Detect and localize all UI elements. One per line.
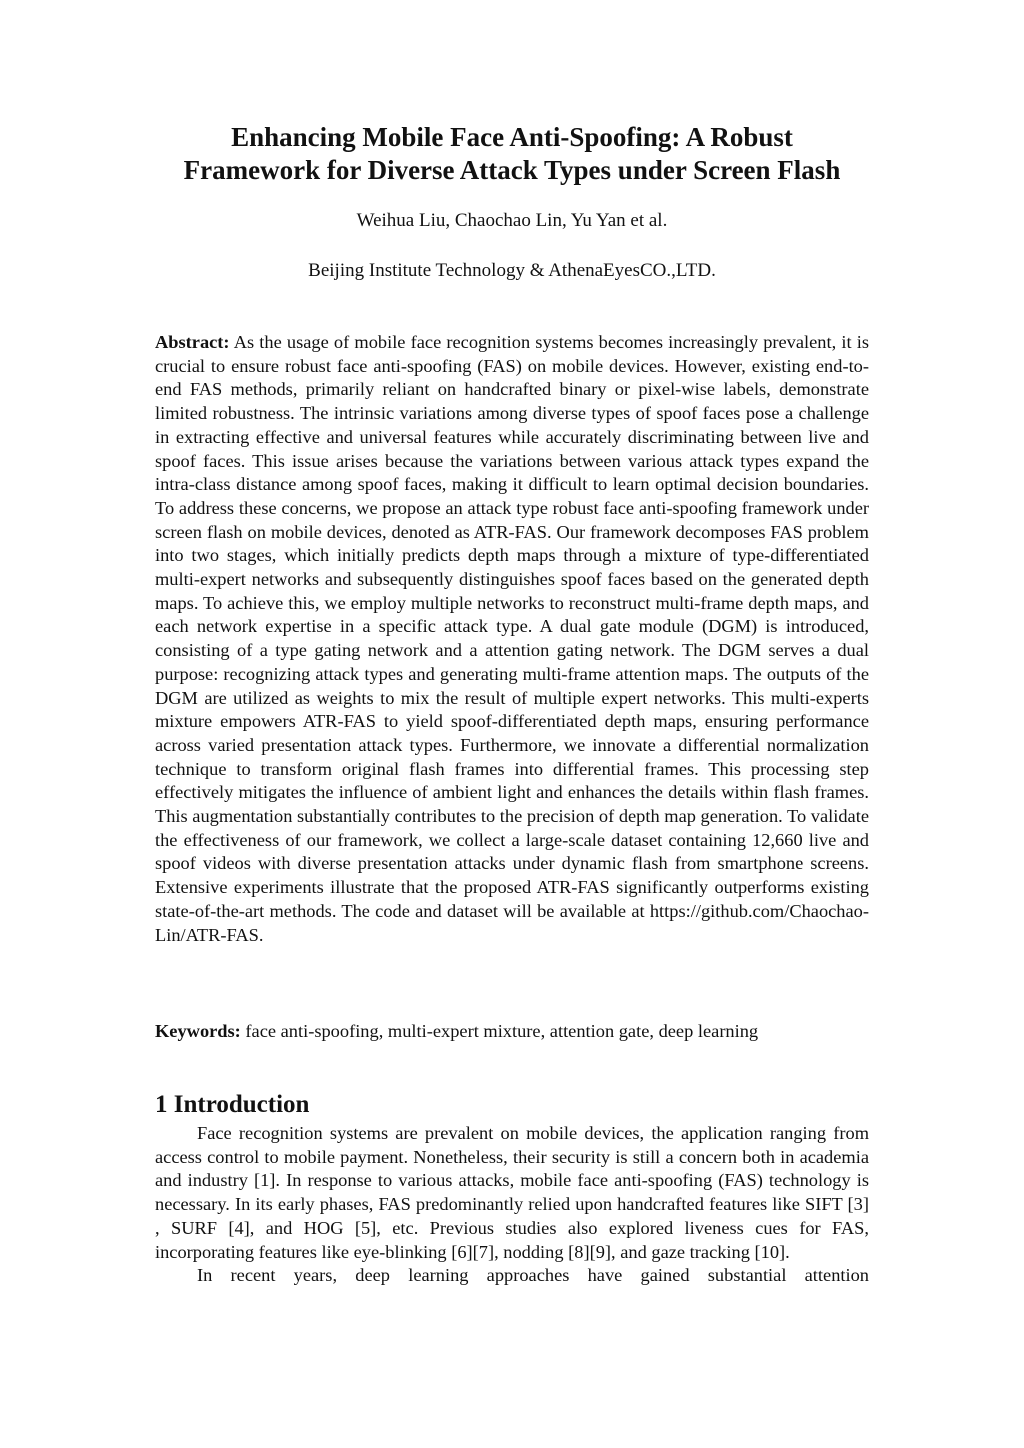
keywords-text: face anti-spoofing, multi-expert mixture, attention gate, deep learning	[245, 1021, 759, 1041]
introduction-paragraph-1: Face recognition systems are prevalent on mobile devices, the application ranging from access control to mobile payment. Nonetheless, their security is still a concern both in academia and industry [1]. In response to various attacks, mobile face anti-spoofing (FAS) technology is necessary. In its early phases, FAS predominantly relied upon handcrafted features like SIFT [3] , SURF [4], and HOG [5], etc. Previous studies also explored liveness cues for FAS, incorporating features like eye-blinking [6][7], nodding [8][9], and gaze tracking [10].	[155, 1123, 869, 1262]
abstract-text: As the usage of mobile face recognition systems becomes increasingly prevalent, it is crucial to ensure robust face anti-spoofing (FAS) on mobile devices. However, existing end-to-end FAS methods, primarily reliant on handcrafted binary or pixel-wise labels, demonstrate limited robustness. The intrinsic variations among diverse types of spoof faces pose a challenge in extracting effective and universal features while accurately discriminating between live and spoof faces. This issue arises because the variations between various attack types expand the intra-class distance among spoof faces, making it difficult to learn optimal decision boundaries. To address these concerns, we propose an attack type robust face anti-spoofing framework under screen flash on mobile devices, denoted as ATR-FAS. Our framework decomposes FAS problem into two stages, which initially predicts depth maps through a mixture of type-differentiated multi-expert networks and subsequently distinguishes spoof faces based on the generated depth maps. To achieve this, we employ multiple networks to reconstruct multi-frame depth maps, and each network expertise in a specific attack type. A dual gate module (DGM) is introduced, consisting of a type gating network and a attention gating network. The DGM serves a dual purpose: recognizing attack types and generating multi-frame attention maps. The outputs of the DGM are utilized as weights to mix the result of multiple expert networks. This multi-experts mixture empowers ATR-FAS to yield spoof-differentiated depth maps, ensuring performance across varied presentation attack types. Furthermore, we innovate a differential normalization technique to transform original flash frames into differential frames. This processing step effectively mitigates the influence of ambient light and enhances the details within flash frames. This augmentation substantially contributes to the precision of depth map generation. To validate the effectiveness of our framework, we collect a large-scale dataset containing 12,660 live and spoof videos with diverse presentation attacks under dynamic flash from smartphone screens. Extensive experiments illustrate that the proposed ATR-FAS significantly outperforms existing state-of-the-art methods. The code and dataset will be available at https://github.com/Chaochao-Lin/ATR-FAS.	[155, 332, 869, 945]
keywords	[155, 1019, 869, 1043]
paper-title	[130, 121, 894, 187]
introduction-body	[155, 1122, 869, 1288]
author-list: Weihua Liu, Chaochao Lin, Yu Yan et al.	[356, 210, 668, 231]
introduction-paragraph-2: In recent years, deep learning approaches have gained substantial attention	[197, 1265, 869, 1286]
paper-title-line-2: Framework for Diverse Attack Types under Screen Flash	[183, 155, 841, 185]
abstract-label: Abstract:	[155, 332, 230, 352]
affiliation: Beijing Institute Technology & AthenaEyesCO.,LTD.	[308, 260, 716, 281]
section-heading-introduction: 1 Introduction	[155, 1091, 310, 1118]
paper-title-line-1: Enhancing Mobile Face Anti-Spoofing: A Robust	[231, 122, 793, 152]
keywords-label: Keywords:	[155, 1021, 241, 1041]
abstract	[155, 331, 869, 947]
